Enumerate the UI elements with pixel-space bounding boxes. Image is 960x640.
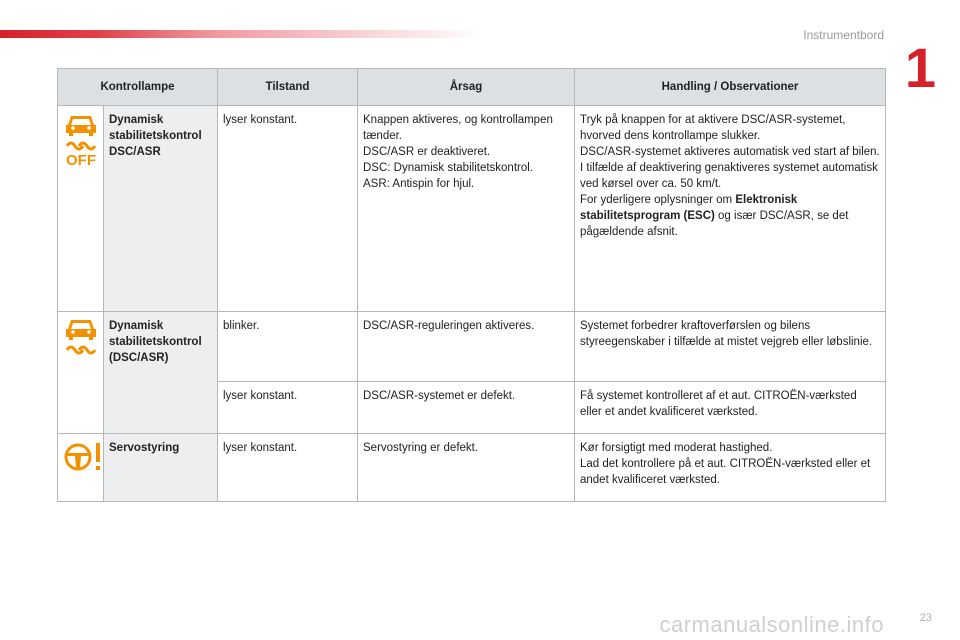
chapter-number: 1 xyxy=(904,36,936,99)
action-cell xyxy=(575,106,886,312)
svg-text:OFF: OFF xyxy=(66,152,96,166)
cause-line: DSC/ASR er deaktiveret. xyxy=(363,146,491,158)
action-cell xyxy=(575,434,886,502)
dsc-skid-icon xyxy=(63,318,99,365)
cause-line: DSC: Dynamisk stabilitetskontrol. xyxy=(363,162,533,174)
action-line: Tryk på knappen for at aktivere DSC/ASR-systemet, hvorved dens kontrollampe slukker. xyxy=(580,114,846,142)
cause-cell: DSC/ASR-systemet er defekt. xyxy=(358,382,575,434)
header-accent-bar xyxy=(0,30,480,38)
state-cell: lyser konstant. xyxy=(218,382,358,434)
esc-reference: Elektronisk stabilitetsprogram (ESC) xyxy=(580,194,798,222)
action-cell: Systemet forbedrer kraftoverførslen og bilens styreegenskaber i tilfælde at mistet vejgreb eller løbslinie. xyxy=(575,312,886,382)
dsc-off-icon xyxy=(63,112,99,171)
icon-cell xyxy=(58,106,104,312)
cause-cell: DSC/ASR-reguleringen aktiveres. xyxy=(358,312,575,382)
action-text: For yderligere oplysninger om xyxy=(580,194,736,206)
action-text: og især DSC/ASR, se det pågældende afsnit. xyxy=(580,210,849,238)
action-line: Kør forsigtigt med moderat hastighed. xyxy=(580,442,773,454)
power-steering-warning-icon xyxy=(63,440,105,479)
footer-watermark: carmanualsonline.info xyxy=(659,612,884,637)
table-header-row xyxy=(58,69,886,106)
warning-lamp-table xyxy=(57,68,886,502)
action-line: Lad det kontrollere på et aut. CITROËN-værksted eller et andet kvalificeret værksted. xyxy=(580,458,871,486)
action-cell: Få systemet kontrolleret af et aut. CITROËN-værksted eller et andet kvalificeret værksted. xyxy=(575,382,886,434)
page-number: 23 xyxy=(919,612,932,624)
col-header-kontrollampe: Kontrollampe xyxy=(58,69,218,106)
section-title: Instrumentbord xyxy=(803,28,884,42)
table-row xyxy=(58,312,886,382)
table-row xyxy=(58,106,886,312)
action-line: DSC/ASR-systemet aktiveres automatisk ved start af bilen. xyxy=(580,146,880,158)
state-cell: lyser konstant. xyxy=(218,106,358,312)
cause-cell: Servostyring er defekt. xyxy=(358,434,575,502)
col-header-tilstand: Tilstand xyxy=(218,69,358,106)
cause-line: Knappen aktiveres, og kontrollampen tænder. xyxy=(363,114,553,142)
state-cell: lyser konstant. xyxy=(218,434,358,502)
lamp-name: Dynamisk stabilitetskontrol (DSC/ASR) xyxy=(104,312,218,434)
action-line xyxy=(580,192,880,240)
col-header-arsag: Årsag xyxy=(358,69,575,106)
state-cell: blinker. xyxy=(218,312,358,382)
icon-cell xyxy=(58,434,104,502)
col-header-handling: Handling / Observationer xyxy=(575,69,886,106)
lamp-name: Dynamisk stabilitetskontrol DSC/ASR xyxy=(104,106,218,312)
cause-cell xyxy=(358,106,575,312)
table-row xyxy=(58,434,886,502)
cause-line: ASR: Antispin for hjul. xyxy=(363,178,475,190)
icon-cell xyxy=(58,312,104,434)
action-line: I tilfælde af deaktivering genaktiveres systemet automatisk ved kørsel over ca. 50 km/t. xyxy=(580,162,878,190)
lamp-name: Servostyring xyxy=(104,434,218,502)
